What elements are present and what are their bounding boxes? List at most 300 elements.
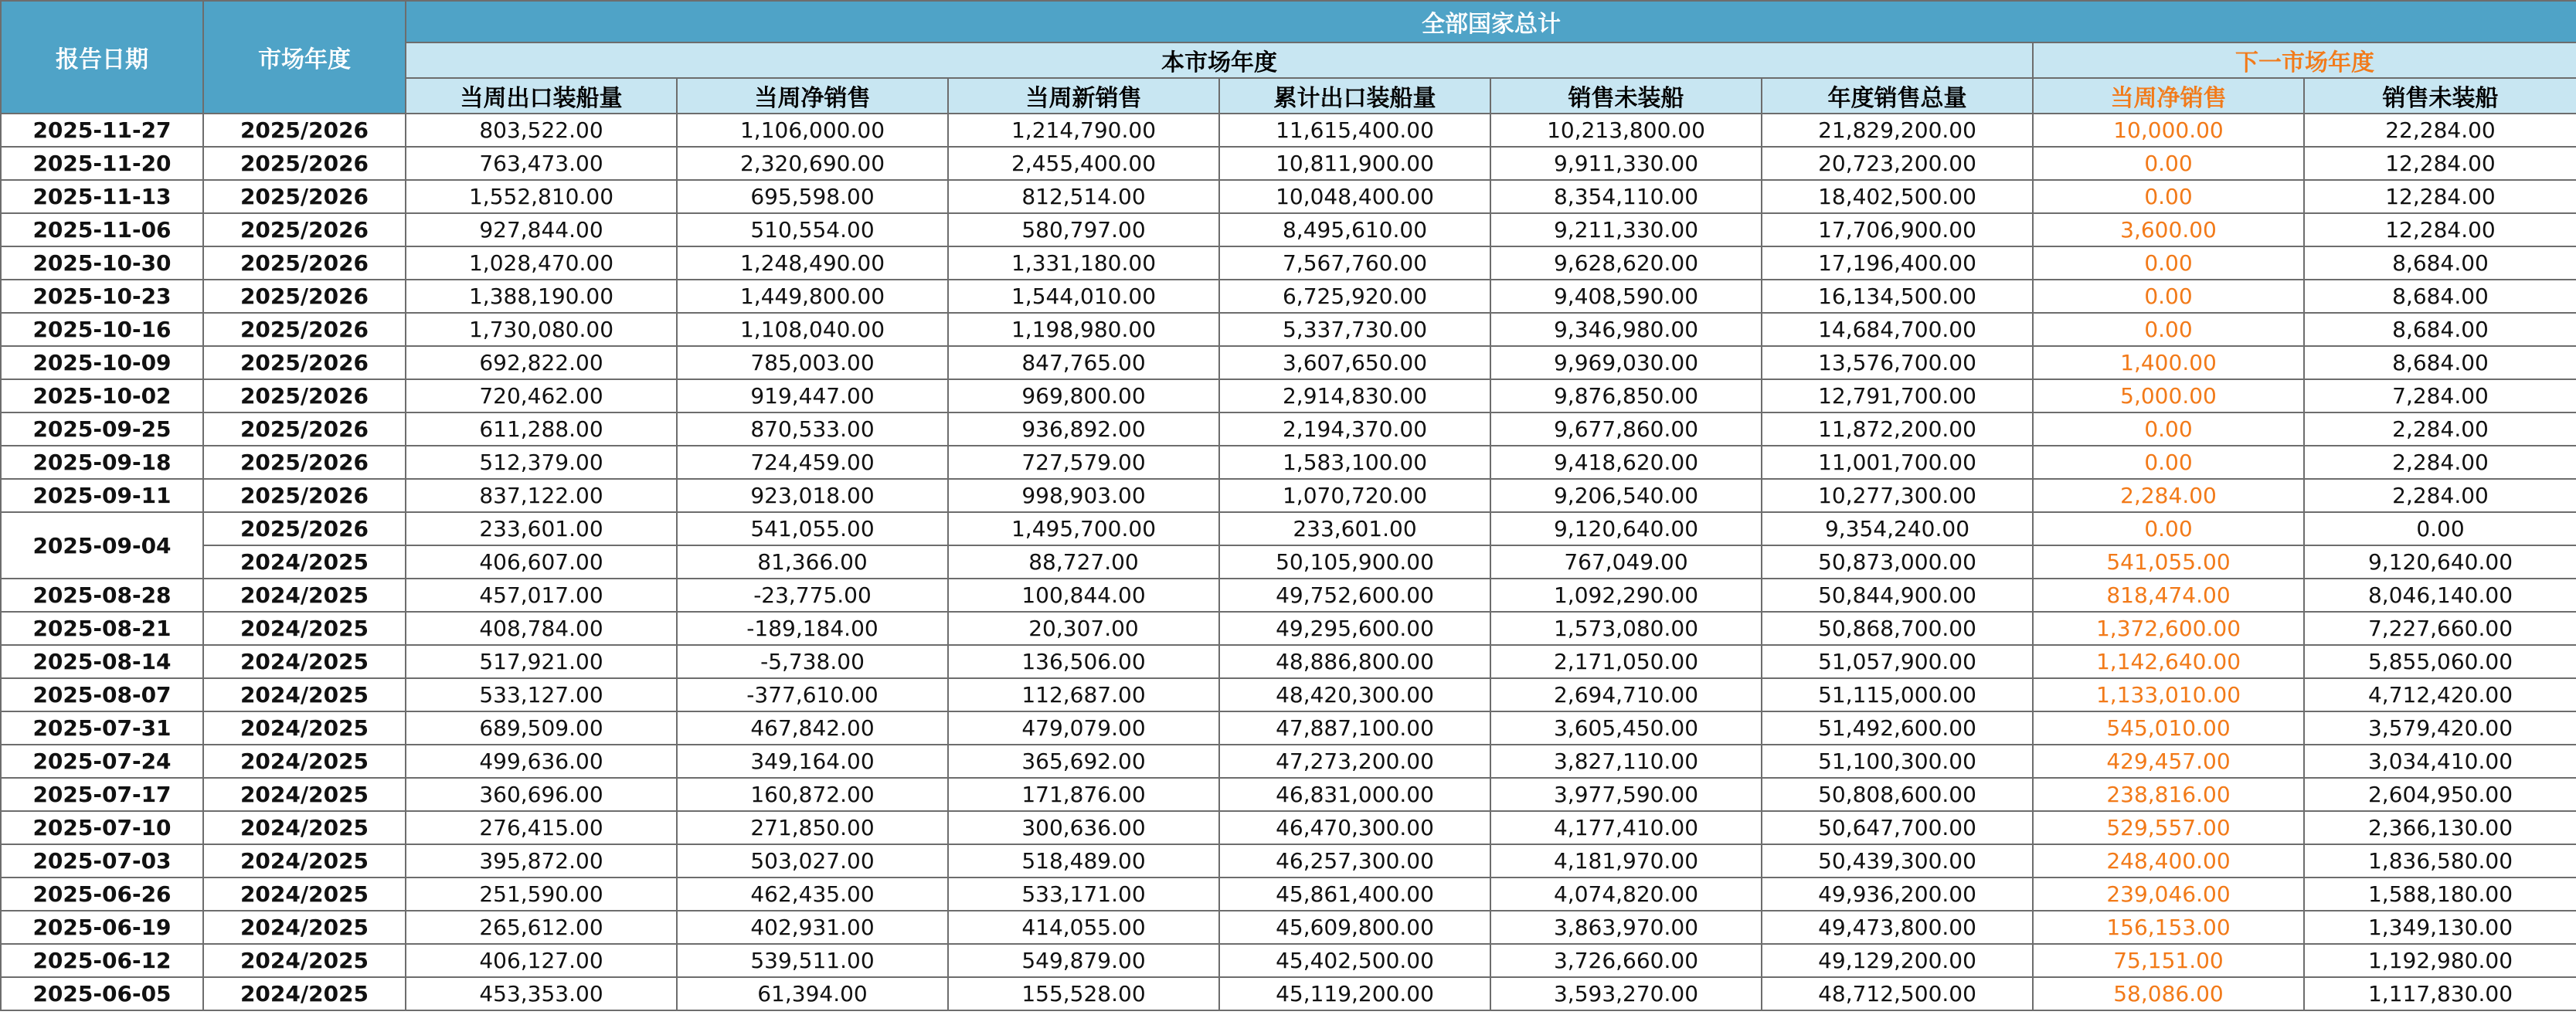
value-cell: 8,684.00 [2304,246,2576,280]
market-year-cell: 2025/2026 [203,280,406,313]
value-cell: -23,775.00 [677,579,948,612]
value-cell: 406,127.00 [406,944,677,977]
value-cell: 1,142,640.00 [2033,645,2304,678]
value-cell: 155,528.00 [948,977,1219,1010]
value-cell: 9,628,620.00 [1490,246,1762,280]
value-cell: 1,544,010.00 [948,280,1219,313]
value-cell: 10,000.00 [2033,114,2304,147]
value-cell: 50,439,300.00 [1762,844,2033,878]
value-cell: 462,435.00 [677,878,948,911]
value-cell: 692,822.00 [406,346,677,379]
value-cell: 870,533.00 [677,412,948,446]
value-cell: 969,800.00 [948,379,1219,412]
value-cell: 453,353.00 [406,977,677,1010]
value-cell: 3,605,450.00 [1490,711,1762,745]
value-cell: 1,192,980.00 [2304,944,2576,977]
value-cell: 2,284.00 [2304,446,2576,479]
table-row [1,114,2576,147]
value-cell: 49,129,200.00 [1762,944,2033,977]
value-cell: 8,684.00 [2304,313,2576,346]
value-cell: 611,288.00 [406,412,677,446]
table-row [1,745,2576,778]
value-cell: 58,086.00 [2033,977,2304,1010]
value-cell: 0.00 [2304,512,2576,545]
report-date-cell: 2025-07-10 [1,811,203,844]
market-year-cell: 2024/2025 [203,545,406,579]
column-header: 当周出口装船量 [406,78,677,114]
value-cell: 61,394.00 [677,977,948,1010]
value-cell: -377,610.00 [677,678,948,711]
table-row [1,878,2576,911]
value-cell: 11,615,400.00 [1219,114,1490,147]
value-cell: 48,712,500.00 [1762,977,2033,1010]
value-cell: 541,055.00 [677,512,948,545]
value-cell: 9,876,850.00 [1490,379,1762,412]
value-cell: 48,420,300.00 [1219,678,1490,711]
value-cell: 1,331,180.00 [948,246,1219,280]
column-header: 累计出口装船量 [1219,78,1490,114]
value-cell: 20,307.00 [948,612,1219,645]
value-cell: 11,872,200.00 [1762,412,2033,446]
value-cell: 100,844.00 [948,579,1219,612]
value-cell: 50,647,700.00 [1762,811,2033,844]
value-cell: 2,194,370.00 [1219,412,1490,446]
value-cell: 49,752,600.00 [1219,579,1490,612]
value-cell: 8,495,610.00 [1219,213,1490,246]
value-cell: 812,514.00 [948,180,1219,213]
value-cell: 2,284.00 [2033,479,2304,512]
market-year-cell: 2025/2026 [203,379,406,412]
report-date-cell: 2025-07-24 [1,745,203,778]
market-year-cell: 2024/2025 [203,811,406,844]
value-cell: 10,048,400.00 [1219,180,1490,213]
value-cell: 457,017.00 [406,579,677,612]
value-cell: 4,177,410.00 [1490,811,1762,844]
value-cell: 6,725,920.00 [1219,280,1490,313]
all-countries-total-header: 全部国家总计 [406,1,2576,42]
value-cell: 3,863,970.00 [1490,911,1762,944]
column-header: 当周净销售 [677,78,948,114]
value-cell: 467,842.00 [677,711,948,745]
value-cell: 720,462.00 [406,379,677,412]
market-year-cell: 2024/2025 [203,612,406,645]
value-cell: 7,227,660.00 [2304,612,2576,645]
market-year-cell: 2025/2026 [203,114,406,147]
value-cell: 503,027.00 [677,844,948,878]
market-year-cell: 2024/2025 [203,944,406,977]
value-cell: 4,712,420.00 [2304,678,2576,711]
value-cell: 2,366,130.00 [2304,811,2576,844]
value-cell: 233,601.00 [406,512,677,545]
value-cell: 1,495,700.00 [948,512,1219,545]
report-date-header: 报告日期 [1,1,203,114]
value-cell: 51,100,300.00 [1762,745,2033,778]
value-cell: 160,872.00 [677,778,948,811]
value-cell: 724,459.00 [677,446,948,479]
value-cell: 1,108,040.00 [677,313,948,346]
value-cell: 45,402,500.00 [1219,944,1490,977]
value-cell: 2,694,710.00 [1490,678,1762,711]
value-cell: 14,684,700.00 [1762,313,2033,346]
report-date-cell: 2025-07-03 [1,844,203,878]
value-cell: 48,886,800.00 [1219,645,1490,678]
value-cell: 2,284.00 [2304,479,2576,512]
value-cell: 3,600.00 [2033,213,2304,246]
value-cell: 763,473.00 [406,147,677,180]
report-date-cell: 2025-09-18 [1,446,203,479]
value-cell: 803,522.00 [406,114,677,147]
value-cell: 0.00 [2033,280,2304,313]
value-cell: 9,677,860.00 [1490,412,1762,446]
value-cell: 2,284.00 [2304,412,2576,446]
value-cell: 12,284.00 [2304,213,2576,246]
value-cell: 2,914,830.00 [1219,379,1490,412]
value-cell: 248,400.00 [2033,844,2304,878]
value-cell: 50,868,700.00 [1762,612,2033,645]
value-cell: 276,415.00 [406,811,677,844]
table-row [1,479,2576,512]
report-date-cell: 2025-10-02 [1,379,203,412]
value-cell: 18,402,500.00 [1762,180,2033,213]
value-cell: 17,706,900.00 [1762,213,2033,246]
value-cell: 395,872.00 [406,844,677,878]
report-date-cell: 2025-10-23 [1,280,203,313]
table-row [1,412,2576,446]
report-date-cell: 2025-06-19 [1,911,203,944]
value-cell: 2,604,950.00 [2304,778,2576,811]
table-row [1,512,2576,545]
column-header: 当周净销售 [2033,78,2304,114]
market-year-cell: 2025/2026 [203,479,406,512]
value-cell: 510,554.00 [677,213,948,246]
value-cell: 9,120,640.00 [1490,512,1762,545]
table-row [1,180,2576,213]
table-row [1,147,2576,180]
value-cell: 51,115,000.00 [1762,678,2033,711]
market-year-cell: 2024/2025 [203,711,406,745]
value-cell: 767,049.00 [1490,545,1762,579]
value-cell: 10,213,800.00 [1490,114,1762,147]
value-cell: 8,684.00 [2304,280,2576,313]
value-cell: 171,876.00 [948,778,1219,811]
value-cell: 533,171.00 [948,878,1219,911]
value-cell: 9,346,980.00 [1490,313,1762,346]
value-cell: 785,003.00 [677,346,948,379]
value-cell: 10,277,300.00 [1762,479,2033,512]
value-cell: 847,765.00 [948,346,1219,379]
value-cell: 539,511.00 [677,944,948,977]
value-cell: 1,552,810.00 [406,180,677,213]
value-cell: -5,738.00 [677,645,948,678]
value-cell: 998,903.00 [948,479,1219,512]
value-cell: 533,127.00 [406,678,677,711]
table-row [1,280,2576,313]
value-cell: 13,576,700.00 [1762,346,2033,379]
value-cell: 727,579.00 [948,446,1219,479]
value-cell: 1,092,290.00 [1490,579,1762,612]
value-cell: 2,171,050.00 [1490,645,1762,678]
value-cell: 818,474.00 [2033,579,2304,612]
value-cell: 49,295,600.00 [1219,612,1490,645]
value-cell: 51,492,600.00 [1762,711,2033,745]
value-cell: 239,046.00 [2033,878,2304,911]
value-cell: 16,134,500.00 [1762,280,2033,313]
value-cell: 46,831,000.00 [1219,778,1490,811]
value-cell: 936,892.00 [948,412,1219,446]
value-cell: 9,120,640.00 [2304,545,2576,579]
market-year-cell: 2024/2025 [203,645,406,678]
column-header: 年度销售总量 [1762,78,2033,114]
report-date-cell: 2025-10-30 [1,246,203,280]
value-cell: 3,579,420.00 [2304,711,2576,745]
value-cell: 1,388,190.00 [406,280,677,313]
value-cell: 238,816.00 [2033,778,2304,811]
value-cell: 1,836,580.00 [2304,844,2576,878]
value-cell: 1,400.00 [2033,346,2304,379]
table-row [1,778,2576,811]
report-date-cell: 2025-10-09 [1,346,203,379]
value-cell: 9,911,330.00 [1490,147,1762,180]
value-cell: 365,692.00 [948,745,1219,778]
value-cell: 265,612.00 [406,911,677,944]
value-cell: 45,861,400.00 [1219,878,1490,911]
table-row [1,811,2576,844]
value-cell: 923,018.00 [677,479,948,512]
value-cell: 0.00 [2033,180,2304,213]
value-cell: 9,211,330.00 [1490,213,1762,246]
table-row [1,944,2576,977]
value-cell: 1,730,080.00 [406,313,677,346]
value-cell: 349,164.00 [677,745,948,778]
table-body [1,114,2576,1010]
table-row [1,313,2576,346]
table-row [1,711,2576,745]
value-cell: 919,447.00 [677,379,948,412]
market-year-cell: 2025/2026 [203,446,406,479]
value-cell: 8,354,110.00 [1490,180,1762,213]
value-cell: 1,028,470.00 [406,246,677,280]
value-cell: 499,636.00 [406,745,677,778]
value-cell: 50,808,600.00 [1762,778,2033,811]
value-cell: 2,455,400.00 [948,147,1219,180]
table-row [1,678,2576,711]
report-date-cell: 2025-08-14 [1,645,203,678]
value-cell: 21,829,200.00 [1762,114,2033,147]
value-cell: 51,057,900.00 [1762,645,2033,678]
value-cell: 17,196,400.00 [1762,246,2033,280]
value-cell: 47,273,200.00 [1219,745,1490,778]
market-year-cell: 2025/2026 [203,412,406,446]
value-cell: 47,887,100.00 [1219,711,1490,745]
table-row [1,379,2576,412]
market-year-cell: 2025/2026 [203,213,406,246]
value-cell: 22,284.00 [2304,114,2576,147]
value-cell: 927,844.00 [406,213,677,246]
value-cell: 1,573,080.00 [1490,612,1762,645]
table-row [1,213,2576,246]
value-cell: 7,567,760.00 [1219,246,1490,280]
value-cell: 50,844,900.00 [1762,579,2033,612]
value-cell: 5,337,730.00 [1219,313,1490,346]
value-cell: 156,153.00 [2033,911,2304,944]
report-date-cell: 2025-11-27 [1,114,203,147]
report-date-cell: 2025-09-25 [1,412,203,446]
market-year-cell: 2025/2026 [203,246,406,280]
market-year-cell: 2025/2026 [203,346,406,379]
value-cell: 46,470,300.00 [1219,811,1490,844]
value-cell: 0.00 [2033,446,2304,479]
table-row [1,612,2576,645]
value-cell: 1,449,800.00 [677,280,948,313]
column-header: 当周新销售 [948,78,1219,114]
value-cell: 9,354,240.00 [1762,512,2033,545]
this-market-year-header: 本市场年度 [406,42,2033,78]
value-cell: 1,372,600.00 [2033,612,2304,645]
value-cell: 4,074,820.00 [1490,878,1762,911]
value-cell: -189,184.00 [677,612,948,645]
table-row [1,844,2576,878]
value-cell: 479,079.00 [948,711,1219,745]
value-cell: 408,784.00 [406,612,677,645]
value-cell: 136,506.00 [948,645,1219,678]
value-cell: 3,607,650.00 [1219,346,1490,379]
next-market-year-header: 下一市场年度 [2033,42,2576,78]
report-date-cell: 2025-11-06 [1,213,203,246]
value-cell: 402,931.00 [677,911,948,944]
value-cell: 3,593,270.00 [1490,977,1762,1010]
value-cell: 9,206,540.00 [1490,479,1762,512]
market-year-cell: 2025/2026 [203,147,406,180]
value-cell: 45,609,800.00 [1219,911,1490,944]
report-date-cell: 2025-06-26 [1,878,203,911]
report-date-cell: 2025-07-17 [1,778,203,811]
report-date-cell: 2025-07-31 [1,711,203,745]
market-year-cell: 2024/2025 [203,878,406,911]
value-cell: 518,489.00 [948,844,1219,878]
value-cell: 0.00 [2033,246,2304,280]
value-cell: 406,607.00 [406,545,677,579]
market-year-cell: 2024/2025 [203,977,406,1010]
table-row [1,579,2576,612]
market-year-cell: 2024/2025 [203,745,406,778]
value-cell: 695,598.00 [677,180,948,213]
value-cell: 20,723,200.00 [1762,147,2033,180]
value-cell: 45,119,200.00 [1219,977,1490,1010]
value-cell: 545,010.00 [2033,711,2304,745]
market-year-cell: 2025/2026 [203,512,406,545]
value-cell: 1,248,490.00 [677,246,948,280]
value-cell: 2,320,690.00 [677,147,948,180]
table-row [1,446,2576,479]
market-year-cell: 2025/2026 [203,313,406,346]
value-cell: 3,977,590.00 [1490,778,1762,811]
value-cell: 1,214,790.00 [948,114,1219,147]
market-year-header: 市场年度 [203,1,406,114]
value-cell: 9,418,620.00 [1490,446,1762,479]
value-cell: 7,284.00 [2304,379,2576,412]
value-cell: 1,583,100.00 [1219,446,1490,479]
value-cell: 12,284.00 [2304,147,2576,180]
table-row [1,246,2576,280]
table-row [1,911,2576,944]
value-cell: 0.00 [2033,313,2304,346]
value-cell: 837,122.00 [406,479,677,512]
value-cell: 429,457.00 [2033,745,2304,778]
table-row [1,545,2576,579]
report-date-cell: 2025-06-12 [1,944,203,977]
report-date-cell: 2025-11-13 [1,180,203,213]
value-cell: 5,000.00 [2033,379,2304,412]
value-cell: 8,684.00 [2304,346,2576,379]
value-cell: 88,727.00 [948,545,1219,579]
market-year-cell: 2024/2025 [203,579,406,612]
value-cell: 75,151.00 [2033,944,2304,977]
value-cell: 529,557.00 [2033,811,2304,844]
market-year-cell: 2024/2025 [203,911,406,944]
report-date-cell: 2025-09-04 [1,512,203,579]
value-cell: 1,106,000.00 [677,114,948,147]
value-cell: 689,509.00 [406,711,677,745]
value-cell: 9,408,590.00 [1490,280,1762,313]
value-cell: 1,349,130.00 [2304,911,2576,944]
value-cell: 49,473,800.00 [1762,911,2033,944]
report-date-cell: 2025-08-28 [1,579,203,612]
value-cell: 549,879.00 [948,944,1219,977]
value-cell: 233,601.00 [1219,512,1490,545]
value-cell: 1,117,830.00 [2304,977,2576,1010]
table-row [1,645,2576,678]
report-date-cell: 2025-09-11 [1,479,203,512]
value-cell: 50,873,000.00 [1762,545,2033,579]
report-date-cell: 2025-08-07 [1,678,203,711]
value-cell: 517,921.00 [406,645,677,678]
report-date-cell: 2025-11-20 [1,147,203,180]
value-cell: 360,696.00 [406,778,677,811]
market-year-cell: 2024/2025 [203,844,406,878]
value-cell: 49,936,200.00 [1762,878,2033,911]
value-cell: 12,791,700.00 [1762,379,2033,412]
column-header: 销售未装船 [2304,78,2576,114]
value-cell: 5,855,060.00 [2304,645,2576,678]
value-cell: 112,687.00 [948,678,1219,711]
value-cell: 3,034,410.00 [2304,745,2576,778]
value-cell: 10,811,900.00 [1219,147,1490,180]
value-cell: 9,969,030.00 [1490,346,1762,379]
value-cell: 46,257,300.00 [1219,844,1490,878]
value-cell: 8,046,140.00 [2304,579,2576,612]
value-cell: 414,055.00 [948,911,1219,944]
column-header: 销售未装船 [1490,78,1762,114]
value-cell: 300,636.00 [948,811,1219,844]
value-cell: 0.00 [2033,512,2304,545]
value-cell: 4,181,970.00 [1490,844,1762,878]
market-year-cell: 2025/2026 [203,180,406,213]
value-cell: 3,726,660.00 [1490,944,1762,977]
report-date-cell: 2025-10-16 [1,313,203,346]
table-row [1,346,2576,379]
value-cell: 0.00 [2033,147,2304,180]
report-date-cell: 2025-08-21 [1,612,203,645]
value-cell: 251,590.00 [406,878,677,911]
value-cell: 0.00 [2033,412,2304,446]
value-cell: 541,055.00 [2033,545,2304,579]
value-cell: 12,284.00 [2304,180,2576,213]
value-cell: 81,366.00 [677,545,948,579]
market-year-cell: 2024/2025 [203,678,406,711]
report-date-cell: 2025-06-05 [1,977,203,1010]
value-cell: 1,133,010.00 [2033,678,2304,711]
value-cell: 271,850.00 [677,811,948,844]
